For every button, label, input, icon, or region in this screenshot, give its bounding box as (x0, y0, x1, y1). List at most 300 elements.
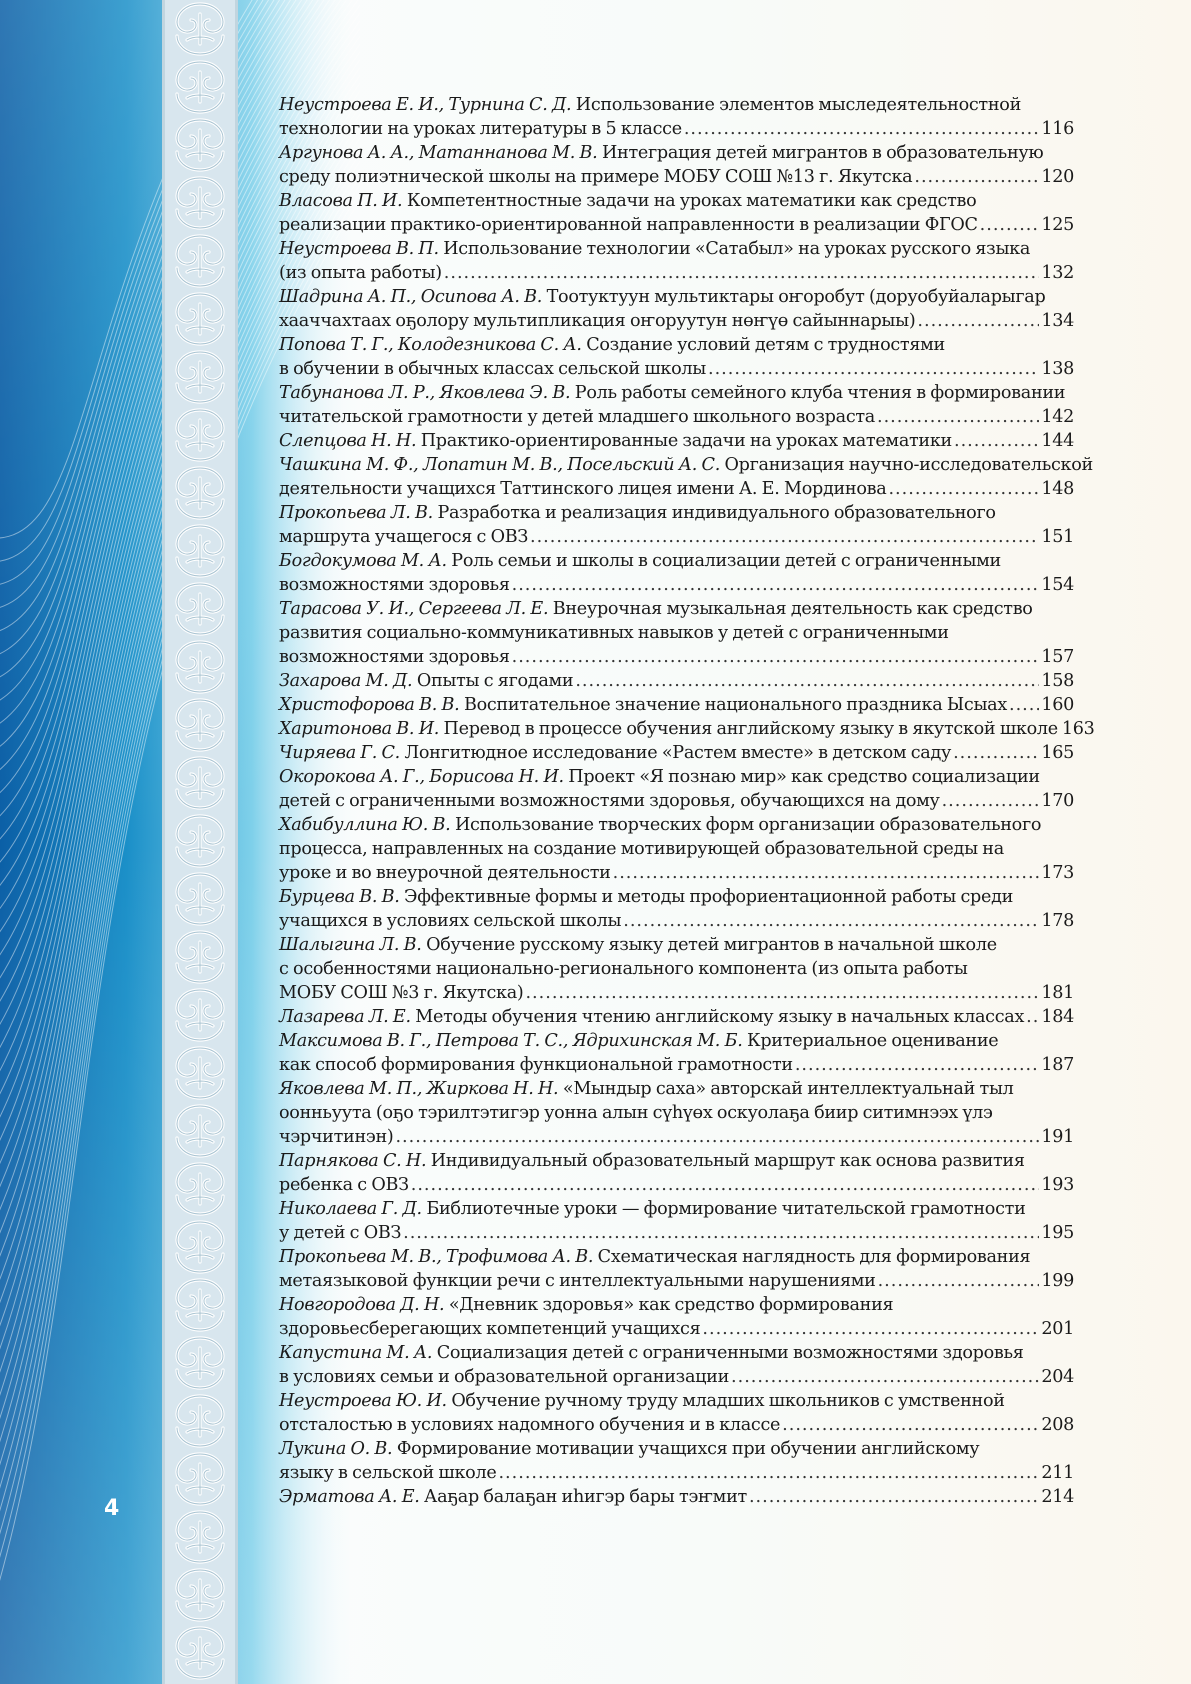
toc-entry (279, 1389, 1074, 1437)
toc-entry-line (279, 1077, 1074, 1101)
dot-leader (917, 309, 1039, 333)
toc-entry (279, 1077, 1074, 1149)
dot-leader (749, 1485, 1039, 1509)
toc-entry (279, 381, 1074, 429)
toc-entry-page: 158 (1041, 671, 1074, 691)
toc-entry-authors: Капустина М. А. (279, 1343, 433, 1363)
toc-entry-text (279, 525, 528, 549)
ornament-border (162, 0, 238, 1684)
toc-entry-title: хааччахтаах оҕолору мультипликация оҥоруутун нөҥүө сайыннарыы) (279, 311, 916, 331)
toc-entry (279, 1245, 1074, 1293)
toc-entry-text (279, 789, 940, 813)
toc-entry (279, 1485, 1074, 1509)
toc-entry-title: Методы обучения чтению английскому языку в начальных классах (415, 1007, 1025, 1027)
toc-entry-authors: Окорокова А. Г., Борисова Н. И. (279, 767, 564, 787)
toc-entry-line (279, 453, 1093, 477)
toc-entry-title: Библиотечные уроки — формирование читательской грамотности (426, 1199, 1026, 1219)
dot-leader (530, 525, 1039, 549)
toc-entry-page: 148 (1041, 479, 1074, 499)
toc-entry-title: Формирование мотивации учащихся при обучении английскому (396, 1439, 980, 1459)
toc-entry-text (279, 93, 1021, 117)
toc-entry-authors: Парнякова С. Н. (279, 1151, 427, 1171)
toc-entry (279, 141, 1074, 189)
toc-entry-page: 184 (1041, 1007, 1074, 1027)
toc-entry-authors: Табунанова Л. Р., Яковлева Э. В. (279, 383, 571, 403)
toc-entry-text (279, 213, 978, 237)
toc-entry-page: 170 (1041, 791, 1074, 811)
toc-entry-text (279, 1029, 998, 1053)
toc-entry (279, 501, 1074, 549)
toc-entry-line (279, 261, 1074, 285)
toc-entry-text (279, 717, 1058, 741)
toc-entry-title: здоровьесберегающих компетенций учащихся (279, 1319, 701, 1339)
toc-entry-page: 132 (1041, 263, 1074, 283)
toc-entry-text (279, 669, 573, 693)
toc-entry-page: 214 (1041, 1487, 1074, 1507)
toc-entry-authors: Неустроева Ю. И. (279, 1391, 447, 1411)
toc-entry-title: процесса, направленных на создание мотивирующей образовательной среды на (279, 839, 1004, 859)
toc-entry-text (279, 861, 611, 885)
toc-entry-title: в условиях семьи и образовательной организации (279, 1367, 730, 1387)
toc-entry-title: Критериальное оценивание (747, 1031, 999, 1051)
toc-entry-title: Проект «Я познаю мир» как средство социализации (568, 767, 1040, 787)
toc-entry-title: Социализация детей с ограниченными возможностями здоровья (436, 1343, 1024, 1363)
toc-entry-authors: Неустроева В. П. (279, 239, 439, 259)
toc-entry-page: 138 (1041, 359, 1074, 379)
toc-entry-page: 160 (1041, 695, 1074, 715)
toc-entry-line (279, 405, 1074, 429)
toc-entry-line (279, 813, 1074, 837)
toc-entry-line (279, 237, 1074, 261)
toc-entry (279, 429, 1074, 453)
toc-entry (279, 1149, 1074, 1197)
dot-leader (512, 573, 1040, 597)
toc-entry-authors: Неустроева Е. И., Турнина С. Д. (279, 95, 572, 115)
toc-entry-text (279, 309, 915, 333)
toc-entry-line (279, 165, 1074, 189)
toc-entry-text (279, 933, 997, 957)
toc-entry-title: «Дневник здоровья» как средство формирования (448, 1295, 894, 1315)
toc-entry (279, 597, 1074, 669)
toc-entry-text (279, 1221, 401, 1245)
toc-entry-authors: Власова П. И. (279, 191, 403, 211)
toc-entry-page: 181 (1041, 983, 1074, 1003)
toc-entry-text (279, 765, 1040, 789)
toc-entry-authors: Аргунова А. А., Матаннанова М. В. (279, 143, 598, 163)
toc-entry-line (279, 1005, 1074, 1029)
toc-entry-line (279, 741, 1074, 765)
toc-entry-line (279, 333, 1074, 357)
toc-entry-line (279, 357, 1074, 381)
toc-entry-line (279, 957, 1074, 981)
toc-entry-line (279, 645, 1074, 669)
toc-entry-title: Индивидуальный образовательный маршрут как основа развития (430, 1151, 1025, 1171)
toc-entry-line (279, 501, 1074, 525)
toc-entry-line (279, 1125, 1074, 1149)
toc-entry-page: 199 (1041, 1271, 1074, 1291)
toc-entry-title: Внеурочная музыкальная деятельность как средство (552, 599, 1033, 619)
toc-entry-line (279, 1437, 1074, 1461)
toc-entry-title: метаязыковой функции речи с интеллектуальными нарушениями (279, 1271, 876, 1291)
toc-entry (279, 93, 1074, 141)
toc-entry (279, 813, 1074, 885)
dot-leader (498, 1461, 1039, 1485)
toc-entry (279, 1341, 1074, 1389)
toc-entry (279, 1029, 1074, 1077)
page-number: 4 (104, 1496, 120, 1521)
toc-entry-text (279, 1413, 780, 1437)
toc-entry-authors: Чиряева Г. С. (279, 743, 400, 763)
toc-entry-text (279, 957, 968, 981)
toc-entry-line (279, 693, 1074, 717)
toc-entry-line (279, 1029, 1074, 1053)
toc-entry-title: развития социально-коммуникативных навыков у детей с ограниченными (279, 623, 949, 643)
toc-entry-line (279, 1053, 1074, 1077)
toc-entry-text (279, 1389, 1005, 1413)
toc-entry-authors: Захарова М. Д. (279, 671, 413, 691)
toc-entry-text (279, 885, 1013, 909)
toc-entry-authors: Христофорова В. В. (279, 695, 460, 715)
toc-entry-line (279, 213, 1074, 237)
toc-entry-authors: Максимова В. Г., Петрова Т. С., Ядрихинская М. Б. (279, 1031, 743, 1051)
toc-entry-title: Разработка и реализация индивидуального образовательного (437, 503, 996, 523)
toc-entry-text (279, 357, 706, 381)
toc-entry (279, 237, 1074, 285)
toc-entry-line (279, 309, 1074, 333)
toc-entry-line (279, 1245, 1074, 1269)
toc-entry-text (279, 1101, 993, 1125)
dot-leader (888, 477, 1039, 501)
ornament-pattern (165, 0, 235, 1684)
toc-entry-text (279, 1317, 700, 1341)
toc-entry-authors: Шадрина А. П., Осипова А. В. (279, 287, 543, 307)
toc-entry-page: 120 (1041, 167, 1074, 187)
toc-entry-text (279, 837, 1004, 861)
toc-entry-page: 125 (1041, 215, 1074, 235)
toc-entry-line (279, 789, 1074, 813)
toc-entry-authors: Лазарева Л. Е. (279, 1007, 411, 1027)
toc-entry-authors: Шалыгина Л. В. (279, 935, 422, 955)
toc-entry-text (279, 1125, 393, 1149)
toc-entry-title: МОБУ СОШ №3 г. Якутска) (279, 983, 524, 1003)
toc-entry-line (279, 1269, 1074, 1293)
toc-entry-page: 116 (1041, 119, 1074, 139)
toc-entry-text (279, 981, 523, 1005)
toc-entry (279, 933, 1074, 1005)
toc-entry (279, 741, 1074, 765)
toc-entry-text (279, 453, 1093, 477)
toc-entry-text (279, 741, 951, 765)
dot-leader (954, 429, 1039, 453)
toc-entry-title: Лонгитюдное исследование «Растем вместе» в детском саду (404, 743, 952, 763)
toc-entry-text (279, 477, 886, 501)
dot-leader (702, 1317, 1039, 1341)
toc-entry-title: Схематическая наглядность для формирования (597, 1247, 1031, 1267)
toc-entry-line (279, 525, 1074, 549)
toc-entry-title: Использование элементов мыследеятельностной (575, 95, 1022, 115)
toc-entry-text (279, 165, 912, 189)
toc-entry-page: 208 (1041, 1415, 1074, 1435)
toc-entry-title: у детей с ОВЗ (279, 1223, 402, 1243)
toc-entry-text (279, 813, 1041, 837)
toc-entry-title: технологии на уроках литературы в 5 классе (279, 119, 682, 139)
toc-entry-authors: Чашкина М. Ф., Лопатин М. В., Посельский А. С. (279, 455, 721, 475)
toc-entry-page: 134 (1041, 311, 1074, 331)
toc-entry-line (279, 1365, 1074, 1389)
toc-entry-page: 211 (1041, 1463, 1074, 1483)
toc-entry-title: отсталостью в условиях надомного обучения и в классе (279, 1415, 781, 1435)
toc-entry-text (279, 1077, 1014, 1101)
toc-entry-text (279, 117, 682, 141)
toc-entry-line (279, 1317, 1074, 1341)
toc-entry-line (279, 1173, 1074, 1197)
toc-entry-authors: Лукина О. В. (279, 1439, 393, 1459)
toc-entry-title: Роль работы семейного клуба чтения в формировании (574, 383, 1066, 403)
toc-entry-title: чэрчитинэн) (279, 1127, 394, 1147)
toc-entry-authors: Слепцова Н. Н. (279, 431, 417, 451)
toc-entry-authors: Богдокумова М. А. (279, 551, 447, 571)
toc-entry-text (279, 1365, 729, 1389)
toc-entry-page: 157 (1041, 647, 1074, 667)
toc-entry-title: Эффективные формы и методы профориентационной работы среди (404, 887, 1014, 907)
toc-entry-title: Воспитательное значение национального праздника Ысыах (463, 695, 1007, 715)
toc-entry-line (279, 381, 1074, 405)
dot-leader (575, 669, 1039, 693)
toc-entry-authors: Новгородова Д. Н. (279, 1295, 445, 1315)
toc-entry-text (279, 1005, 1024, 1029)
dot-leader (444, 261, 1040, 285)
dot-leader (980, 213, 1040, 237)
toc-entry-title: Компетентностные задачи на уроках математики как средство (406, 191, 977, 211)
dot-leader (1026, 1005, 1039, 1029)
dot-leader (525, 981, 1039, 1005)
toc-entry-line (279, 1149, 1074, 1173)
toc-entry-page: 151 (1041, 527, 1074, 547)
toc-entry (279, 1437, 1074, 1485)
toc-entry-text (279, 621, 949, 645)
toc-entry (279, 285, 1074, 333)
toc-entry-title: Ааҕар балаҕан иһигэр бары тэҥмит (424, 1487, 747, 1507)
toc-entry-line (279, 933, 1074, 957)
toc-entry-text (279, 573, 510, 597)
toc-entry (279, 1293, 1074, 1341)
toc-entry-page: 195 (1041, 1223, 1074, 1243)
dot-leader (613, 861, 1040, 885)
toc-entry-line (279, 885, 1074, 909)
toc-entry-text (279, 1341, 1024, 1365)
dot-leader (782, 1413, 1039, 1437)
toc-entry-line (279, 909, 1074, 933)
toc-entry-authors: Эрматова А. Е. (279, 1487, 420, 1507)
toc-entry-text (279, 1485, 747, 1509)
dot-leader (395, 1125, 1039, 1149)
toc-entry-text (279, 501, 996, 525)
toc-entry-title: среду полиэтнической школы на примере МОБУ СОШ №13 г. Якутска (279, 167, 913, 187)
toc-entry-text (279, 1293, 893, 1317)
toc-entry-authors: Хабибуллина Ю. В. (279, 815, 451, 835)
toc-entry-title: Использование творческих форм организации образовательного (454, 815, 1042, 835)
toc-entry-title: Тоотуктуун мультиктары оҥоробут (доруобуйаларыгар (546, 287, 1046, 307)
toc-entry-text (279, 1437, 979, 1461)
toc-entry-title: Перевод в процессе обучения английскому языку в якутской школе (443, 719, 1058, 739)
toc-entry-title: детей с ограниченными возможностями здоровья, обучающихся на дому (279, 791, 940, 811)
toc-entry-page: 178 (1041, 911, 1074, 931)
toc-entry-title: маршрута учащегося с ОВЗ (279, 527, 528, 547)
table-of-contents (279, 93, 1095, 1509)
toc-entry-page: 187 (1041, 1055, 1074, 1075)
toc-entry-title: Интеграция детей мигрантов в образовательную (601, 143, 1044, 163)
toc-entry-line (279, 597, 1074, 621)
toc-entry-text (279, 1149, 1025, 1173)
toc-entry (279, 549, 1074, 597)
toc-entry-title: Обучение ручному труду младших школьников с умственной (451, 1391, 1005, 1411)
toc-entry-title: Опыты с ягодами (416, 671, 574, 691)
toc-entry (279, 693, 1074, 717)
dot-leader (512, 645, 1040, 669)
toc-entry (279, 1005, 1074, 1029)
toc-entry-text (279, 549, 1001, 573)
toc-entry-text (279, 1173, 409, 1197)
toc-entry-authors: Яковлева М. П., Жиркова Н. Н. (279, 1079, 559, 1099)
toc-entry-title: как способ формирования функциональной грамотности (279, 1055, 793, 1075)
toc-entry-text (279, 1245, 1030, 1269)
toc-entry-line (279, 1461, 1074, 1485)
toc-entry-title: в обучении в обычных классах сельской школы (279, 359, 706, 379)
toc-entry-line (279, 285, 1074, 309)
toc-entry-title: возможностями здоровья (279, 647, 510, 667)
dot-leader (953, 741, 1039, 765)
toc-entry-text (279, 381, 1065, 405)
toc-entry-authors: Бурцева В. В. (279, 887, 400, 907)
toc-entry-text (279, 1197, 1026, 1221)
toc-entry-line (279, 621, 1074, 645)
toc-entry (279, 669, 1074, 693)
toc-entry-page: 142 (1041, 407, 1074, 427)
toc-entry (279, 885, 1074, 933)
toc-entry-page: 191 (1041, 1127, 1074, 1147)
toc-entry-line (279, 717, 1095, 741)
toc-entry-line (279, 981, 1074, 1005)
dot-leader (411, 1173, 1040, 1197)
toc-entry-line (279, 141, 1074, 165)
toc-entry-text (279, 405, 875, 429)
toc-entry-page: 163 (1061, 719, 1095, 739)
toc-entry-line (279, 1389, 1074, 1413)
toc-entry-text (279, 189, 976, 213)
toc-entry-line (279, 549, 1074, 573)
toc-entry-text (279, 909, 621, 933)
toc-entry-title: оонньуута (оҕо тэрилтэтигэр уонна алын сүһүөх оскуолаҕа биир ситимнээх үлэ (279, 1103, 993, 1123)
toc-entry-page: 144 (1041, 431, 1074, 451)
toc-entry-title: уроке и во внеурочной деятельности (279, 863, 611, 883)
toc-entry-authors: Николаева Г. Д. (279, 1199, 422, 1219)
dot-leader (795, 1053, 1040, 1077)
toc-entry-text (279, 1461, 496, 1485)
toc-entry-line (279, 573, 1074, 597)
toc-entry (279, 453, 1093, 501)
toc-entry-line (279, 837, 1074, 861)
toc-entry-line (279, 669, 1074, 693)
dot-leader (1009, 693, 1039, 717)
toc-entry-title: читательской грамотности у детей младшего школьного возраста (279, 407, 875, 427)
toc-entry-page: 154 (1041, 575, 1074, 595)
dot-leader (731, 1365, 1039, 1389)
toc-entry-line (279, 477, 1074, 501)
dot-leader (403, 1221, 1039, 1245)
toc-entry-title: Роль семьи и школы в социализации детей с ограниченными (451, 551, 1001, 571)
toc-entry-title: реализации практико-ориентированной направленности в реализации ФГОС (279, 215, 978, 235)
toc-entry-text (279, 261, 442, 285)
toc-entry (279, 333, 1074, 381)
toc-entry-authors: Прокопьева Л. В. (279, 503, 433, 523)
toc-entry-text (279, 237, 1030, 261)
toc-entry-authors: Тарасова У. И., Сергеева Л. Е. (279, 599, 549, 619)
toc-entry-title: с особенностями национально-регионального компонента (из опыта работы (279, 959, 968, 979)
toc-entry-line (279, 765, 1074, 789)
toc-entry-title: Создание условий детям с трудностями (586, 335, 945, 355)
dot-leader (877, 405, 1039, 429)
dot-leader (684, 117, 1039, 141)
toc-entry-title: Использование технологии «Сатабыл» на уроках русского языка (443, 239, 1031, 259)
toc-entry-authors: Прокопьева М. В., Трофимова А. В. (279, 1247, 594, 1267)
toc-entry-title: Обучение русскому языку детей мигрантов в начальной школе (426, 935, 997, 955)
dot-leader (942, 789, 1040, 813)
toc-entry-page: 173 (1041, 863, 1074, 883)
toc-entry-title: учащихся в условиях сельской школы (279, 911, 622, 931)
toc-entry-line (279, 117, 1074, 141)
toc-entry-line (279, 1101, 1074, 1125)
dot-leader (914, 165, 1039, 189)
toc-entry-text (279, 597, 1033, 621)
toc-entry-authors: Харитонова В. И. (279, 719, 440, 739)
toc-entry-line (279, 1341, 1074, 1365)
toc-entry-line (279, 1221, 1074, 1245)
dot-leader (708, 357, 1039, 381)
dot-leader (878, 1269, 1040, 1293)
toc-entry-page: 193 (1041, 1175, 1074, 1195)
toc-entry-text (279, 285, 1045, 309)
toc-entry-line (279, 429, 1074, 453)
toc-entry-line (279, 861, 1074, 885)
toc-entry-title: ребенка с ОВЗ (279, 1175, 409, 1195)
toc-entry-text (279, 333, 945, 357)
toc-entry-title: «Мындыр саха» авторскай интеллектуальнай тыл (562, 1079, 1014, 1099)
toc-entry-authors: Попова Т. Г., Колодезникова С. А. (279, 335, 582, 355)
toc-entry-page: 201 (1041, 1319, 1074, 1339)
toc-entry-title: возможностями здоровья (279, 575, 510, 595)
toc-entry (279, 1197, 1074, 1245)
toc-entry-text (279, 1269, 876, 1293)
toc-entry-text (279, 1053, 793, 1077)
toc-entry-title: (из опыта работы) (279, 263, 442, 283)
toc-entry-title: деятельности учащихся Таттинского лицея имени А. Е. Мординова (279, 479, 887, 499)
toc-entry (279, 717, 1095, 741)
dot-leader (623, 909, 1039, 933)
toc-entry-page: 204 (1041, 1367, 1074, 1387)
toc-entry (279, 765, 1074, 813)
toc-entry-line (279, 1413, 1074, 1437)
toc-entry-title: Организация научно-исследовательской (724, 455, 1093, 475)
toc-entry (279, 189, 1074, 237)
toc-entry-page: 165 (1041, 743, 1074, 763)
toc-entry-line (279, 93, 1074, 117)
toc-entry-title: Практико-ориентированные задачи на уроках математики (420, 431, 952, 451)
toc-entry-text (279, 141, 1043, 165)
toc-entry-text (279, 645, 510, 669)
toc-entry-line (279, 1293, 1074, 1317)
toc-entry-text (279, 693, 1007, 717)
toc-entry-text (279, 429, 952, 453)
